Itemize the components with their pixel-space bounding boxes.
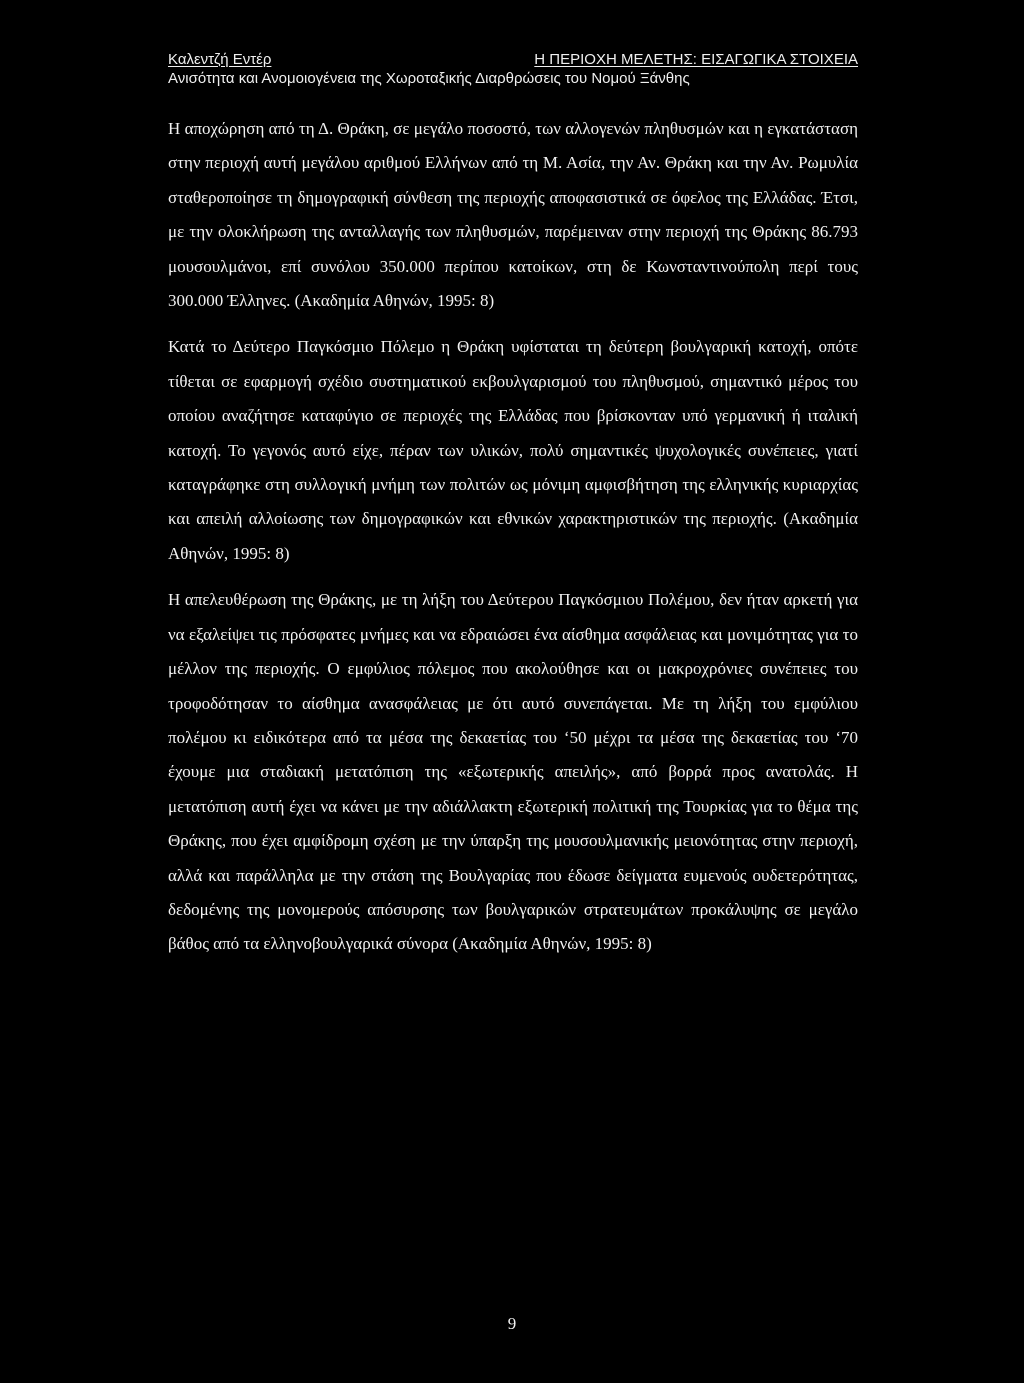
body-text	[168, 112, 858, 974]
header-top-row	[168, 50, 858, 69]
header-author: Καλεντζή Εντέρ	[168, 51, 272, 68]
running-header	[168, 50, 858, 88]
paragraph: Η αποχώρηση από τη Δ. Θράκη, σε μεγάλο ποσοστό, των αλλογενών πληθυσμών και η εγκατάσταση στην περιοχή αυτή μεγάλου αριθμού Ελλήνων από τη Μ. Ασία, την Αν. Θράκη και την Αν. Ρωμυλία σταθεροποίησε τη δημογραφική σύνθεση της περιοχής αποφασιστικά σε όφελος της Ελλάδας. Έτσι, με την ολοκλήρωση της ανταλλαγής των πληθυσμών, παρέμειναν στην περιοχή της Θράκης 86.793 μουσουλμάνοι, επί συνόλου 350.000 περίπου κατοίκων, στη δε Κωνσταντινούπολη περί τους 300.000 Έλληνες. (Ακαδημία Αθηνών, 1995: 8)	[168, 119, 858, 311]
page-number: 9	[507, 1314, 517, 1333]
paragraph: Κατά το Δεύτερο Παγκόσμιο Πόλεμο η Θράκη υφίσταται τη δεύτερη βουλγαρική κατοχή, οπότε τίθεται σε εφαρμογή σχέδιο συστηματικού εκβουλγαρισμού του πληθυσμού, σημαντικό μέρος του οποίου αναζήτησε καταφύγιο σε περιοχές της Ελλάδας που βρίσκονταν υπό γερμανική ή ιταλική κατοχή. Το γεγονός αυτό είχε, πέραν των υλικών, πολύ σημαντικές ψυχολογικές συνέπειες, γιατί καταγράφηκε στη συλλογική μνήμη των πολιτών ως μόνιμη αμφισβήτηση της ελληνικής κυριαρχίας και απειλή αλλοίωσης των δημογραφικών και εθνικών χαρακτηριστικών της περιοχής. (Ακαδημία Αθηνών, 1995: 8)	[168, 337, 858, 563]
paragraph: Η απελευθέρωση της Θράκης, με τη λήξη του Δεύτερου Παγκόσμιου Πολέμου, δεν ήταν αρκετή για να εξαλείψει τις πρόσφατες μνήμες και να εδραιώσει ένα αίσθημα ασφάλειας και μονιμότητας για το μέλλον της περιοχής. Ο εμφύλιος πόλεμος που ακολούθησε και οι μακροχρόνιες συνέπειες του τροφοδότησαν το αίσθημα ανασφάλειας με ότι αυτό συνεπάγεται. Με τη λήξη του εμφύλιου πολέμου κι ειδικότερα από τα μέσα της δεκαετίας του ‘50 μέχρι τα μέσα της δεκαετίας του ‘70 έχουμε μια σταδιακή μετατόπιση της «εξωτερικής απειλής», από βορρά προς ανατολάς. Η μετατόπιση αυτή έχει να κάνει με την αδιάλλακτη εξωτερική πολιτική της Τουρκίας για το θέμα της Θράκης, που έχει αμφίδρομη σχέση με την ύπαρξη της μουσουλμανικής μειονότητας στην περιοχή, αλλά και παράλληλα με την στάση της Βουλγαρίας που έδωσε δείγματα ευμενούς ουδετερότητας, δεδομένης της μονομερούς απόσυρσης των βουλγαρικών στρατευμάτων προκάλυψης σε μεγάλο βάθος από τα ελληνοβουλγαρικά σύνορα (Ακαδημία Αθηνών, 1995: 8)	[168, 590, 858, 954]
header-section-title: Η ΠΕΡΙΟΧΗ ΜΕΛΕΤΗΣ: ΕΙΣΑΓΩΓΙΚΑ ΣΤΟΙΧΕΙΑ	[534, 51, 858, 68]
header-subtitle: Ανισότητα και Ανομοιογένεια της Χωροταξικής Διαρθρώσεις του Νομού Ξάνθης	[168, 70, 690, 87]
